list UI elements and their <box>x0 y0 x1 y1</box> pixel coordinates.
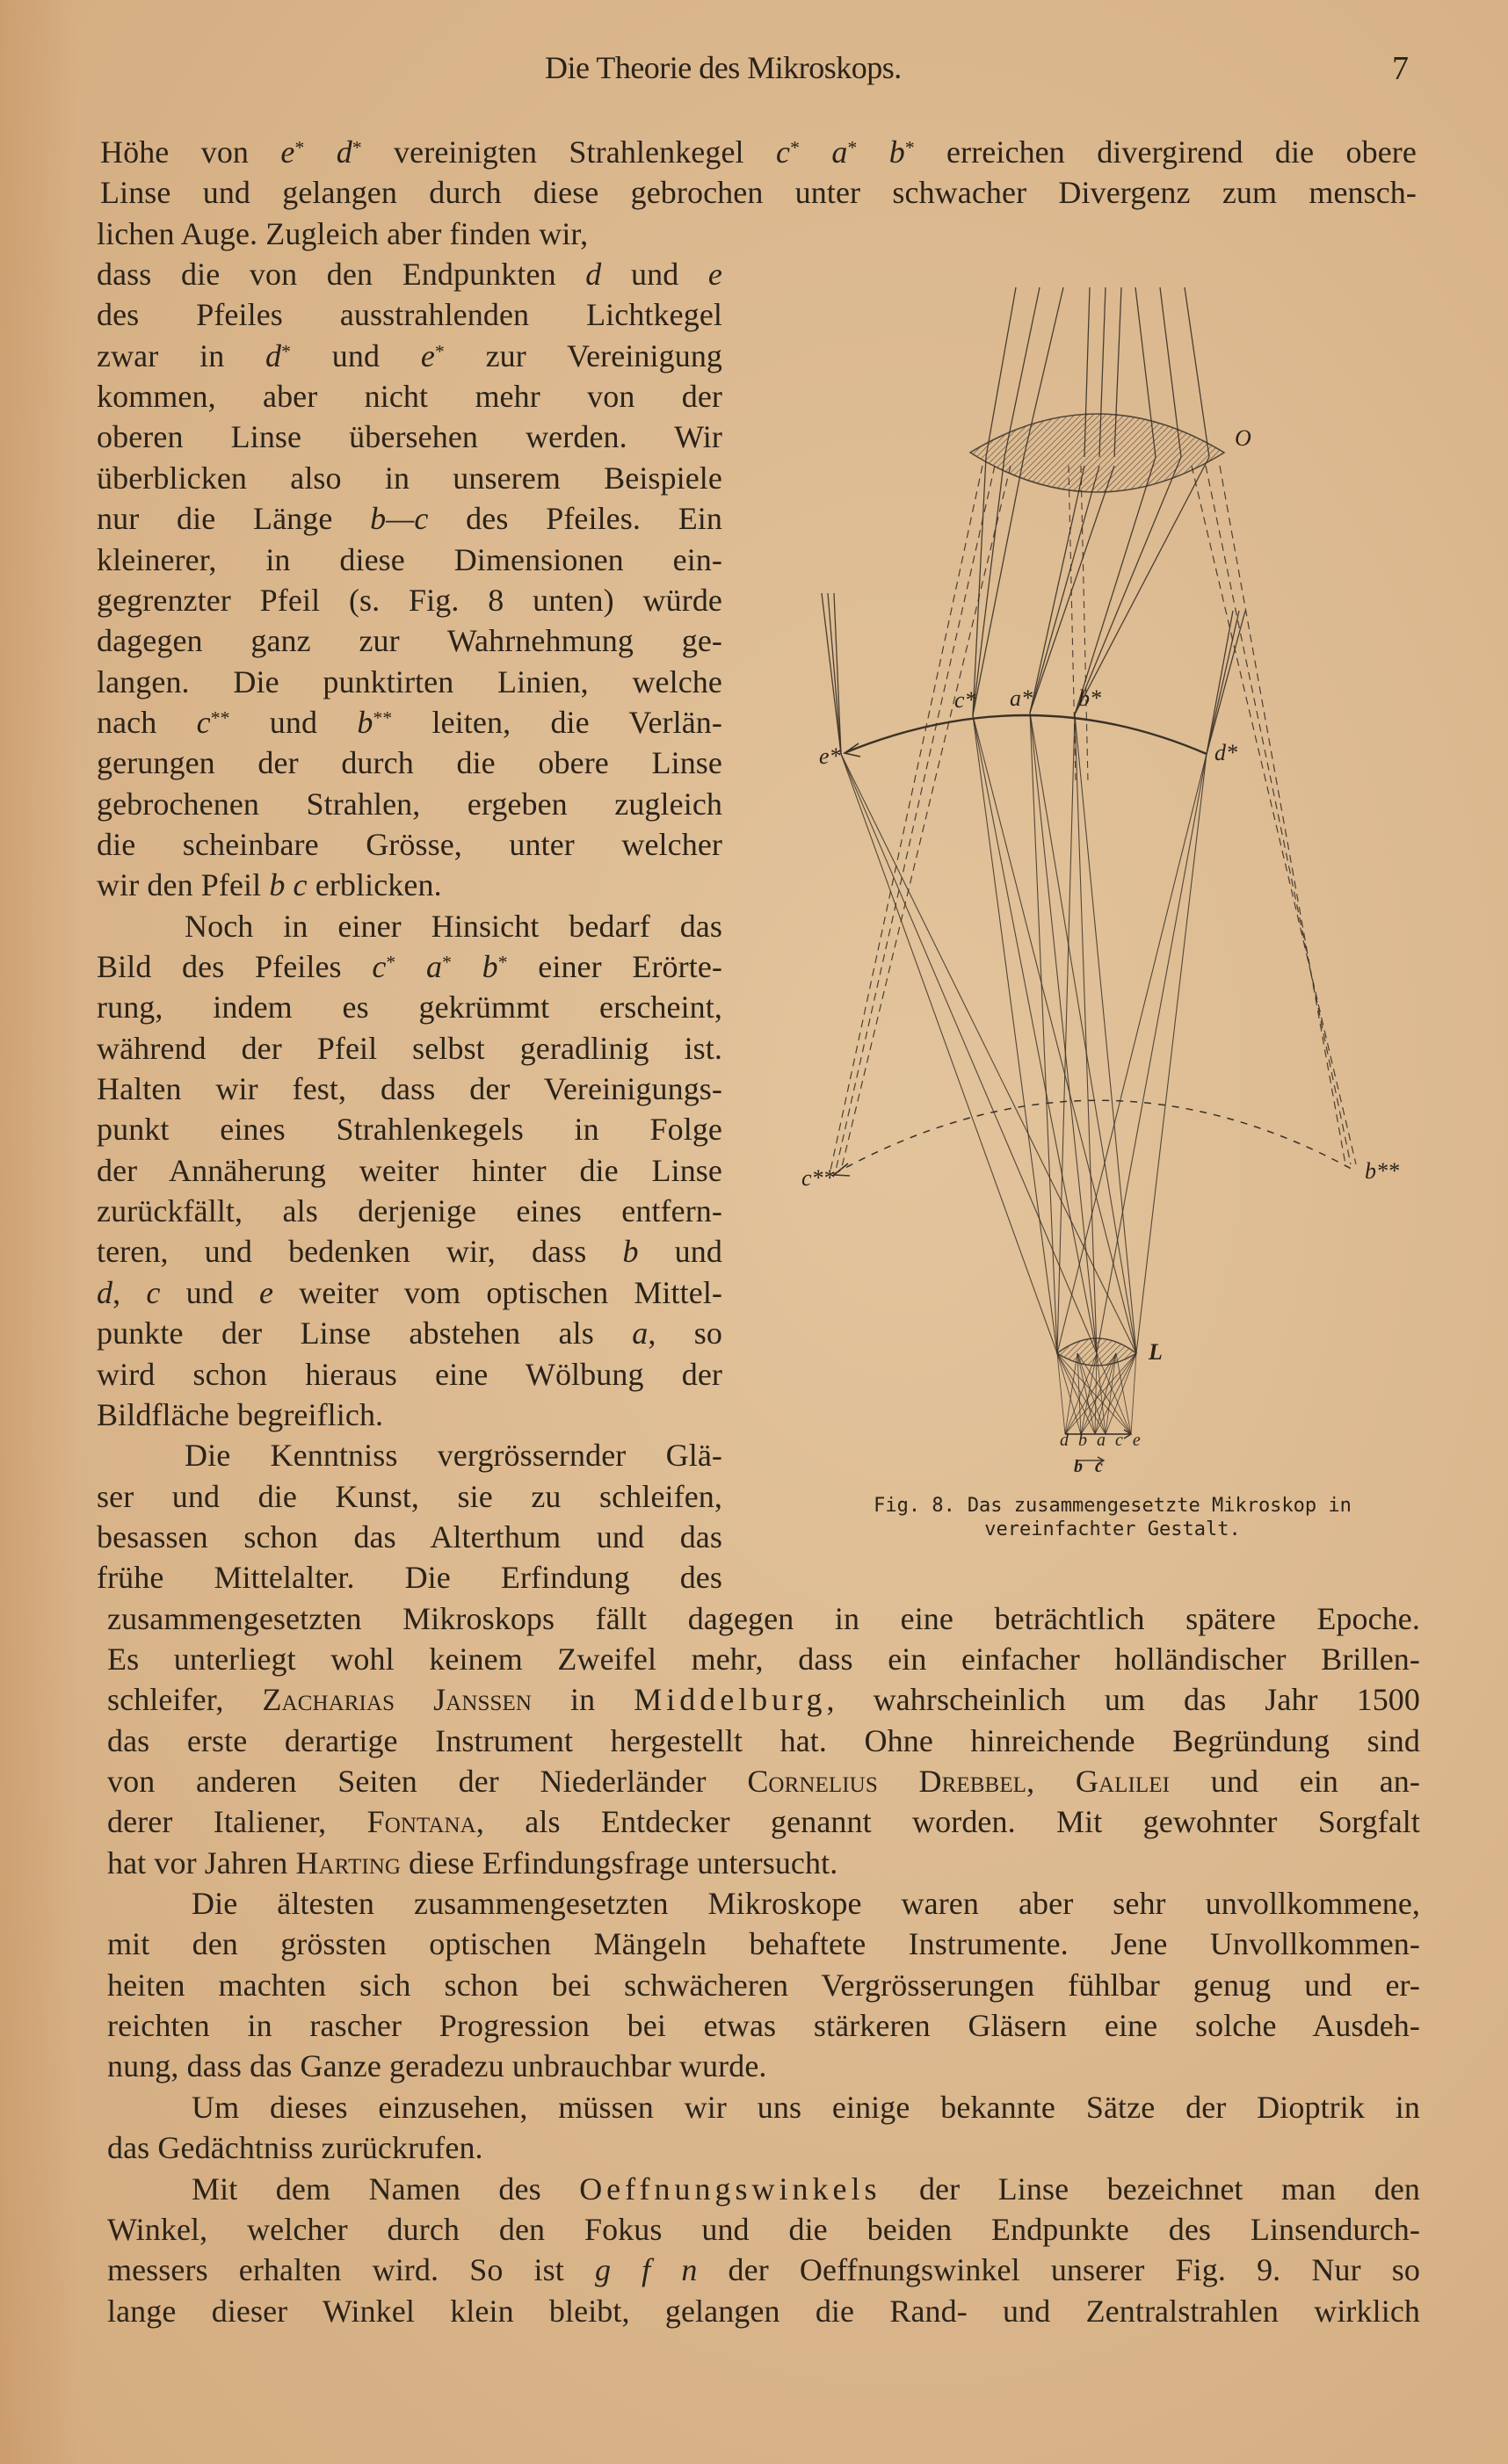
person-name: Harting <box>295 1844 402 1881</box>
person-name: Fontana <box>366 1804 476 1840</box>
virtual-ray-to-b-star-star <box>1220 466 1345 1164</box>
text-line: punkt eines Strahlenkegels in Folge <box>97 1112 722 1148</box>
label-c-star: c* <box>954 687 976 713</box>
page-number: 7 <box>1392 50 1409 87</box>
text-line: Bildfläche begreiflich. <box>97 1396 384 1432</box>
text-line: teren, und bedenken wir, dass b und <box>97 1234 722 1270</box>
text-line: Linse und gelangen durch diese gebrochen unter schwacher Divergenz zum mensch- <box>100 175 1417 211</box>
ray-through-d-star <box>1207 611 1245 754</box>
text-line: reichten in rascher Progression bei etwas stärkeren Gläsern eine solche Ausdeh- <box>107 2008 1420 2044</box>
text-line: gerungen der durch die obere Linse <box>97 745 722 781</box>
virtual-ray-to-c-star-star <box>830 466 982 1170</box>
caption-number: Fig. 8. <box>874 1495 955 1517</box>
ray-through-d-star <box>1207 611 1233 754</box>
person-name: Zacharias Janssen <box>262 1682 533 1718</box>
ray-image-to-eyepiece-lens <box>841 754 1097 1353</box>
ray-image-to-eyepiece-lens <box>1057 714 1075 1353</box>
virtual-ray-to-c-star-star <box>836 466 995 1170</box>
ray-image-to-eyepiece-lens <box>1030 713 1136 1353</box>
ray-image-to-eyepiece-lens <box>841 754 1057 1353</box>
text-line: schleifer, Zacharias Janssen in Middelburg, wahrscheinlich um das Jahr 1500 <box>107 1682 1421 1718</box>
text-line: messers erhalten wird. So ist g f n der Oeffnungswinkel unserer Fig. 9. Nur so <box>107 2252 1420 2288</box>
math-symbol: a <box>632 1315 649 1352</box>
ray-image-to-eyepiece-lens <box>1097 754 1207 1353</box>
math-symbol: b <box>357 704 373 740</box>
text-line: lichen Auge. Zugleich aber finden wir, <box>97 215 589 251</box>
text-line: nur die Länge b—c des Pfeiles. Ein <box>97 501 722 537</box>
text-line: der Annäherung weiter hinter die Linse <box>97 1152 722 1188</box>
text-line: gegrenzter Pfeil (s. Fig. 8 unten) würde <box>97 582 722 618</box>
math-symbol: d <box>265 337 282 373</box>
superscript: * <box>294 137 305 158</box>
label-b-star-star: b** <box>1365 1158 1399 1184</box>
label-upper-lens-O: O <box>1235 425 1251 451</box>
text-line: hat vor Jahren Harting diese Erfindungsfrage untersucht. <box>107 1844 838 1881</box>
text-line: besassen schon das Alterthum und das <box>97 1518 722 1554</box>
upper-lens-O <box>970 414 1224 492</box>
text-line: lange dieser Winkel klein bleibt, gelangen die Rand- und Zentralstrahlen wirklich <box>107 2293 1420 2329</box>
ray-through-e-star <box>822 593 841 754</box>
microscope-ray-diagram <box>756 255 1459 1503</box>
math-symbol: e <box>259 1274 274 1310</box>
text-line: Die Kenntniss vergrössernder Glä- <box>185 1438 722 1474</box>
superscript: * <box>434 340 445 362</box>
text-line: langen. Die punktirten Linien, welche <box>97 663 722 699</box>
running-title: Die Theorie des Mikroskops. <box>545 50 902 85</box>
virtual-image-arc <box>834 1100 1356 1174</box>
ray-image-to-eyepiece-lens <box>1075 714 1136 1353</box>
ray-through-e-star <box>834 593 841 754</box>
math-symbol: d <box>336 134 352 170</box>
ray-to-image <box>1075 457 1156 714</box>
superscript: * <box>281 340 292 362</box>
text-line: dass die von den Endpunkten d und e <box>97 257 723 293</box>
ray-to-image <box>1030 466 1099 713</box>
caption-text-line-1: Das zusammengesetzte Mikroskop in <box>967 1495 1352 1517</box>
virtual-ray-to-b-star-star <box>1192 466 1356 1164</box>
superscript: * <box>352 137 362 158</box>
label-e-star: e* <box>819 743 841 769</box>
math-symbol: e <box>420 337 435 373</box>
math-symbol: b <box>622 1234 639 1270</box>
math-symbol: d <box>585 257 602 293</box>
ray-above-objective <box>1185 287 1209 457</box>
ray-image-to-eyepiece-lens <box>973 715 1136 1353</box>
text-line: wir den Pfeil b c erblicken. <box>97 867 442 903</box>
text-line: das erste derartige Instrument hergestellt hat. Ohne hinreichende Begründung sind <box>107 1722 1420 1758</box>
virtual-ray-to-b-star-star <box>1206 466 1351 1164</box>
spaced-emphasis: Middelburg <box>634 1682 827 1718</box>
real-image-arrow-curve <box>846 715 1207 754</box>
label-object-points: d b a c e <box>1060 1431 1143 1450</box>
label-d-star: d* <box>1214 740 1237 765</box>
text-line: überblicken also in unserem Beispiele <box>97 460 722 496</box>
text-line: Halten wir fest, dass der Vereinigungs- <box>97 1071 722 1107</box>
text-line: kleinerer, in diese Dimensionen ein- <box>97 541 722 577</box>
text-line: dagegen ganz zur Wahrnehmung ge- <box>97 623 722 659</box>
superscript: * <box>847 137 858 158</box>
text-line: die scheinbare Grösse, unter welcher <box>97 826 722 862</box>
ray-image-to-eyepiece-lens <box>841 754 1136 1353</box>
label-small-arrow-c: c <box>1095 1457 1103 1476</box>
text-line: Es unterliegt wohl keinem Zweifel mehr, dass ein einfacher holländischer Brillen- <box>107 1641 1420 1677</box>
text-line: Die ältesten zusammengesetzten Mikroskope waren aber sehr unvollkommene, <box>192 1886 1420 1922</box>
text-line: zurückfällt, als derjenige eines entfern- <box>97 1193 722 1229</box>
text-line: zusammengesetzten Mikroskops fällt dagegen in eine beträchtlich spätere Epoche. <box>107 1600 1420 1636</box>
text-line: wird schon hieraus eine Wölbung der <box>97 1356 722 1392</box>
superscript: * <box>790 137 800 158</box>
text-line: nung, dass das Ganze geradezu unbrauchbar wurde. <box>107 2048 767 2084</box>
text-line: derer Italiener, Fontana, als Entdecker genannt worden. Mit gewohnter Sorgfalt <box>107 1804 1420 1840</box>
text-line: d, c und e weiter vom optischen Mittel- <box>97 1274 723 1310</box>
text-line: ser und die Kunst, sie zu schleifen, <box>97 1478 722 1514</box>
person-name: Cornelius Drebbel <box>747 1764 1027 1799</box>
ray-to-image <box>973 457 986 715</box>
ray-through-e-star <box>828 593 841 754</box>
text-line: mit den grössten optischen Mängeln behaftete Instrumente. Jene Unvollkommen- <box>107 1926 1420 1962</box>
ray-to-image <box>1075 457 1209 714</box>
math-symbol: c <box>196 704 211 740</box>
text-line: von anderen Seiten der Niederländer Cornelius Drebbel, Galilei und ein an- <box>107 1764 1420 1799</box>
superscript: * <box>904 137 915 158</box>
math-symbol: c <box>372 949 387 984</box>
math-symbol: g f n <box>594 2252 698 2288</box>
ray-image-to-eyepiece-lens <box>1030 713 1097 1353</box>
math-symbol: e <box>707 257 723 293</box>
figure-caption <box>831 1494 1394 1541</box>
superscript: ** <box>373 707 393 728</box>
text-line: des Pfeiles ausstrahlenden Lichtkegel <box>97 297 722 333</box>
text-line: Mit dem Namen des Oeffnungswinkels der Linse bezeichnet man den <box>192 2170 1420 2207</box>
label-c-star-star: c** <box>801 1165 835 1191</box>
math-symbol: b <box>482 949 498 984</box>
text-line: das Gedächtniss zurückrufen. <box>107 2130 483 2166</box>
caption-text-line-2: vereinfachter Gestalt. <box>984 1518 1241 1540</box>
label-a-star: a* <box>1010 685 1033 711</box>
ray-image-to-eyepiece-lens <box>973 715 1057 1353</box>
text-line: Höhe von e* d* vereinigten Strahlenkegel c* a* b* erreichen divergirend die obere <box>100 134 1417 170</box>
ray-through-d-star <box>1207 611 1239 754</box>
text-line: oberen Linse übersehen werden. Wir <box>97 419 722 455</box>
virtual-ray-center <box>1081 466 1088 782</box>
text-line: Um dieses einzusehen, müssen wir uns einige bekannte Sätze der Dioptrik in <box>192 2089 1420 2125</box>
superscript: * <box>442 952 452 973</box>
label-lower-lens-L: L <box>1149 1339 1163 1365</box>
math-symbol: b c <box>269 867 308 903</box>
text-line: heiten machten sich schon bei schwächeren Vergrösserungen fühlbar genug und er- <box>107 1967 1420 2003</box>
ray-object-to-lens <box>1116 1353 1131 1434</box>
superscript: * <box>497 952 508 973</box>
math-symbol: b—c <box>370 501 429 537</box>
text-line: rung, indem es gekrümmt erscheint, <box>97 989 722 1025</box>
text-line: zwar in d* und e* zur Vereinigung <box>97 337 723 373</box>
ray-to-image <box>973 457 1004 715</box>
superscript: ** <box>210 707 230 728</box>
ray-to-image <box>1030 466 1084 713</box>
text-line: Noch in einer Hinsicht bedarf das <box>185 908 722 944</box>
label-b-star: b* <box>1078 685 1101 711</box>
math-symbol: c <box>146 1274 161 1310</box>
ray-to-image <box>973 457 1024 715</box>
text-line: Bild des Pfeiles c* a* b* einer Erörte- <box>97 949 722 984</box>
label-small-arrow-b: b <box>1074 1457 1083 1476</box>
text-line: Winkel, welcher durch den Fokus und die beiden Endpunkte des Linsendurch- <box>107 2211 1420 2247</box>
math-symbol: d <box>97 1274 113 1310</box>
page-edge-shading <box>0 0 79 2464</box>
text-line: nach c** und b** leiten, die Verlän- <box>97 704 722 740</box>
text-line: frühe Mittelalter. Die Erfindung des <box>97 1560 722 1596</box>
text-line: punkte der Linse abstehen als a, so <box>97 1315 722 1352</box>
ray-to-image <box>1030 466 1114 713</box>
person-name: Galilei <box>1075 1764 1171 1799</box>
superscript: * <box>386 952 396 973</box>
math-symbol: b <box>888 134 905 170</box>
figure-8 <box>756 255 1459 1503</box>
spaced-emphasis: Oeffnungswinkels <box>579 2170 881 2207</box>
ray-image-to-eyepiece-lens <box>1136 754 1207 1353</box>
virtual-ray-to-c-star-star <box>841 466 1011 1170</box>
math-symbol: e <box>280 134 295 170</box>
text-line: kommen, aber nicht mehr von der <box>97 379 722 415</box>
math-symbol: c <box>776 134 791 170</box>
math-symbol: a <box>425 949 443 984</box>
text-line: gebrochenen Strahlen, ergeben zugleich <box>97 786 722 822</box>
math-symbol: a <box>831 134 848 170</box>
running-header <box>0 46 1508 90</box>
text-line: während der Pfeil selbst geradlinig ist. <box>97 1030 722 1066</box>
